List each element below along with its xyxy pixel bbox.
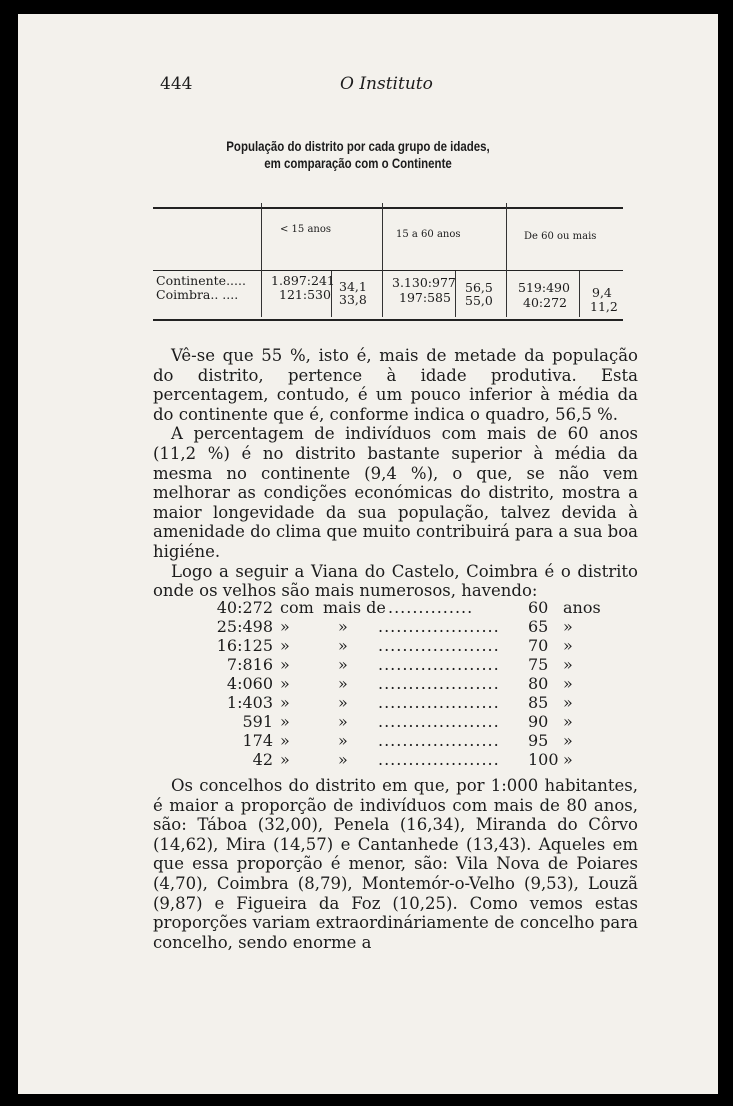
list-item (178, 636, 618, 655)
word: » (338, 693, 348, 712)
word: » (338, 712, 348, 731)
row-label: Coimbra.. .... (156, 287, 239, 302)
leader-dots: .................... (378, 731, 500, 750)
word: » (338, 674, 348, 693)
count: 7:816 (226, 655, 273, 674)
table-cell: 34,1 (339, 279, 367, 294)
leader-dots: .................... (378, 693, 500, 712)
word: » (338, 731, 348, 750)
suffix: » (563, 731, 573, 750)
list-item (178, 598, 618, 617)
table-bottom-rule (153, 319, 623, 321)
age: 95 (528, 731, 549, 750)
page-number: 444 (160, 74, 193, 94)
count: 42 (252, 750, 273, 769)
list-item (178, 655, 618, 674)
count: 1:403 (226, 693, 273, 712)
age: 70 (528, 636, 549, 655)
leader-dots: .................... (378, 674, 500, 693)
table-divider (506, 203, 507, 317)
book-page (18, 14, 718, 1094)
word: » (280, 617, 290, 636)
paragraph: Os concelhos do distrito em que, por 1:000 habitantes, é maior a proporção de indivíduos com mais de 80 anos, são: Táboa (32,00), Penela (16,34), Miranda do Côrvo (14,62), Mira (14,57) e Cantanhede (13,43). Aqueles em que essa proporção é menor, são: Vila Nova de Poiares (4,70), Coimbra (8,79), Montemór-o-Velho (9,53), Louzã (9,87) e Figueira da Foz (10,25). Como vemos estas proporções variam extraordináriamente de concelho para concelho, sendo enorme a (153, 776, 638, 952)
leader-dots: .................... (378, 712, 500, 731)
paragraph: A percentagem de indivíduos com mais de 60 anos (11,2 %) é no distrito bastante superior à média da mesma no continente (9,4 %), o que, se não vem melhorar as condições económicas do distrito, mostra a maior longevidade da sua população, talvez devida à amenidade do clima que muito contribuirá para a sua boa higiéne. (153, 424, 638, 561)
age: 60 (528, 598, 549, 617)
list-item (178, 674, 618, 693)
suffix: » (563, 674, 573, 693)
word: » (338, 617, 348, 636)
suffix: » (563, 636, 573, 655)
table-top-rule (153, 207, 623, 209)
list-item (178, 712, 618, 731)
age: 75 (528, 655, 549, 674)
running-head: O Instituto (340, 74, 433, 94)
suffix: » (563, 693, 573, 712)
table-cell: 40:272 (523, 295, 567, 310)
suffix: » (563, 655, 573, 674)
row-label: Continente..... (156, 273, 246, 288)
word: » (338, 655, 348, 674)
list-item (178, 617, 618, 636)
table-cell: 33,8 (339, 292, 367, 307)
word: mais de (323, 598, 386, 617)
paragraph: Logo a seguir a Viana do Castelo, Coimbra é o distrito onde os velhos são mais numerosos, havendo: (153, 561, 638, 601)
page-header (18, 74, 718, 104)
leader-dots: .................... (378, 655, 500, 674)
age: 65 (528, 617, 549, 636)
word: » (280, 655, 290, 674)
leader-dots: .................... (378, 636, 500, 655)
table-header-rule (153, 270, 623, 271)
word: » (280, 636, 290, 655)
body-text-lower (153, 776, 638, 952)
age: 90 (528, 712, 549, 731)
table-divider (261, 203, 262, 317)
age: 85 (528, 693, 549, 712)
table-cell: 121:530 (279, 287, 331, 302)
table-cell: 197:585 (399, 290, 451, 305)
count: 591 (242, 712, 273, 731)
suffix: anos (563, 598, 601, 617)
word: » (280, 731, 290, 750)
table-cell: 11,2 (590, 299, 618, 314)
word: » (338, 750, 348, 769)
table-title (186, 138, 530, 172)
table-subdivider (579, 271, 580, 317)
count: 25:498 (216, 617, 273, 636)
age: 100 (528, 750, 559, 769)
leader-dots: .................... (378, 617, 500, 636)
word: » (280, 750, 290, 769)
paragraph: Vê-se que 55 %, isto é, mais de metade da população do distrito, pertence à idade produtiva. Esta percentagem, contudo, é um pouco inferior à média da do continente que é, conforme indica o quadro, 56,5 %. (153, 346, 638, 424)
word: » (338, 636, 348, 655)
table-cell: 1.897:241 (271, 273, 335, 288)
table-cell: 55,0 (465, 293, 493, 308)
body-text-upper (153, 346, 638, 601)
table-title-line-1: População do distrito por cada grupo de idades, (226, 138, 490, 154)
column-header: De 60 ou mais (524, 231, 597, 242)
word: com (280, 598, 314, 617)
table-cell: 519:490 (518, 280, 570, 295)
table-title-line-2: em comparação com o Continente (264, 155, 452, 171)
suffix: » (563, 617, 573, 636)
word: » (280, 693, 290, 712)
list-item (178, 731, 618, 750)
column-header: 15 a 60 anos (396, 229, 461, 240)
suffix: » (563, 750, 573, 769)
age: 80 (528, 674, 549, 693)
suffix: » (563, 712, 573, 731)
table-cell: 56,5 (465, 280, 493, 295)
table-cell: 9,4 (592, 285, 612, 300)
leader-dots: .................... (378, 750, 500, 769)
word: » (280, 712, 290, 731)
word: » (280, 674, 290, 693)
list-item (178, 693, 618, 712)
count: 4:060 (226, 674, 273, 693)
leader-dots: .............. (388, 598, 474, 617)
list-item (178, 750, 618, 769)
table-cell: 3.130:977 (392, 275, 456, 290)
table-divider (382, 203, 383, 317)
count: 174 (242, 731, 273, 750)
count: 16:125 (216, 636, 273, 655)
count: 40:272 (216, 598, 273, 617)
age-list (178, 598, 618, 769)
column-header: < 15 anos (280, 224, 332, 235)
